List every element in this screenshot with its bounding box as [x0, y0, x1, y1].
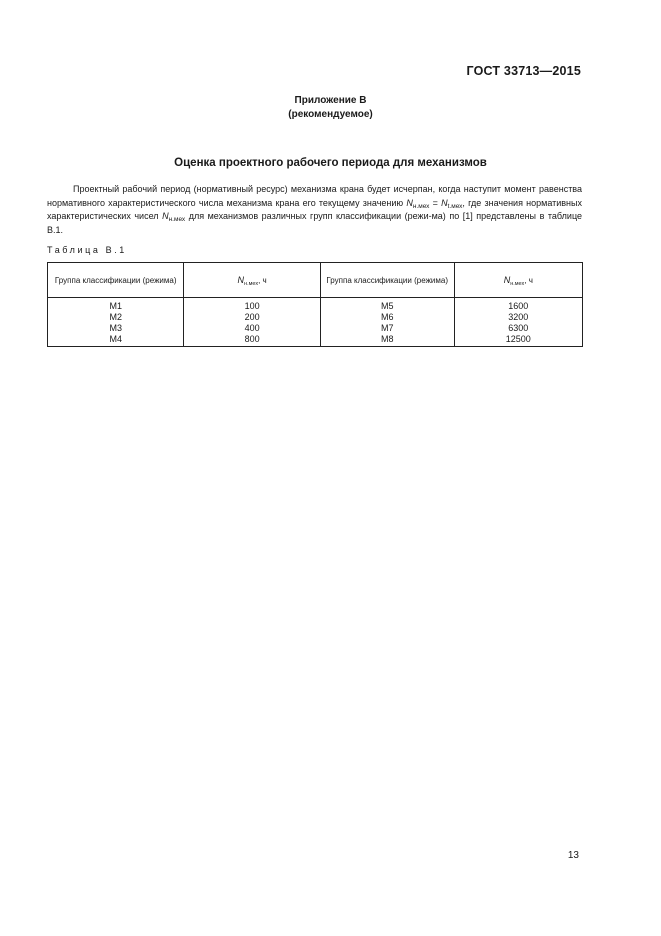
cell-value-b: 1600 — [454, 298, 582, 313]
paragraph-text-2: , где значения нормативных характеристических чисел — [47, 197, 582, 221]
appendix-note: (рекомендуемое) — [288, 109, 373, 120]
paragraph-text-3: для механизмов различных групп классификации (режи-ма) по [1] представлены в таблице В.1. — [47, 211, 582, 235]
formula-n-mex-sub: н.мех — [412, 202, 430, 210]
header-n-var: N — [503, 274, 511, 285]
formula-n-t-var: N — [441, 197, 448, 208]
table-caption: Таблица В.1 — [47, 245, 127, 255]
table-header-row — [48, 263, 583, 298]
classification-table — [47, 262, 583, 347]
cell-value-b: 6300 — [454, 323, 582, 334]
cell-value-b: 3200 — [454, 312, 582, 323]
paragraph-n-var: N — [162, 211, 169, 221]
formula-n-mex-var: N — [406, 197, 413, 208]
body-paragraph — [47, 183, 582, 237]
cell-value-a: 800 — [184, 334, 320, 347]
header-n-unit: , ч — [258, 275, 267, 285]
header-n-mex-b — [454, 263, 582, 298]
header-n-unit: , ч — [524, 275, 533, 285]
table-row — [48, 298, 583, 313]
header-n-var: N — [237, 274, 245, 285]
cell-group-a: M3 — [48, 323, 184, 334]
section-heading: Оценка проектного рабочего периода для механизмов — [174, 157, 487, 169]
formula-equals: = — [429, 197, 442, 208]
header-n-sub: н.мех — [244, 280, 259, 287]
paragraph-n-sub: н.мех — [168, 216, 186, 223]
header-group-b: Группа классификации (режима) — [320, 263, 454, 298]
table-row — [48, 334, 583, 347]
cell-group-b: M6 — [320, 312, 454, 323]
cell-group-b: M5 — [320, 298, 454, 313]
header-n-mex-a — [184, 263, 320, 298]
paragraph-text-1: Проектный рабочий период (нормативный ресурс) механизма крана будет исчерпан, когда наступит момент равенства нормативного характеристического числа механизма крана его текущему значению — [47, 184, 582, 208]
document-code: ГОСТ 33713—2015 — [466, 64, 581, 78]
cell-group-b: M7 — [320, 323, 454, 334]
cell-group-b: M8 — [320, 334, 454, 347]
cell-value-a: 200 — [184, 312, 320, 323]
cell-value-a: 100 — [184, 298, 320, 313]
cell-value-b: 12500 — [454, 334, 582, 347]
page-number: 13 — [567, 850, 579, 861]
cell-group-a: M4 — [48, 334, 184, 347]
header-group-a: Группа классификации (режима) — [48, 263, 184, 298]
header-n-sub: н.мех — [510, 280, 525, 287]
appendix-title: Приложение В — [294, 95, 367, 106]
cell-group-a: M2 — [48, 312, 184, 323]
cell-value-a: 400 — [184, 323, 320, 334]
table-row — [48, 312, 583, 323]
formula-t-mex-sub: t.мех — [447, 202, 463, 210]
cell-group-a: M1 — [48, 298, 184, 313]
table-row — [48, 323, 583, 334]
